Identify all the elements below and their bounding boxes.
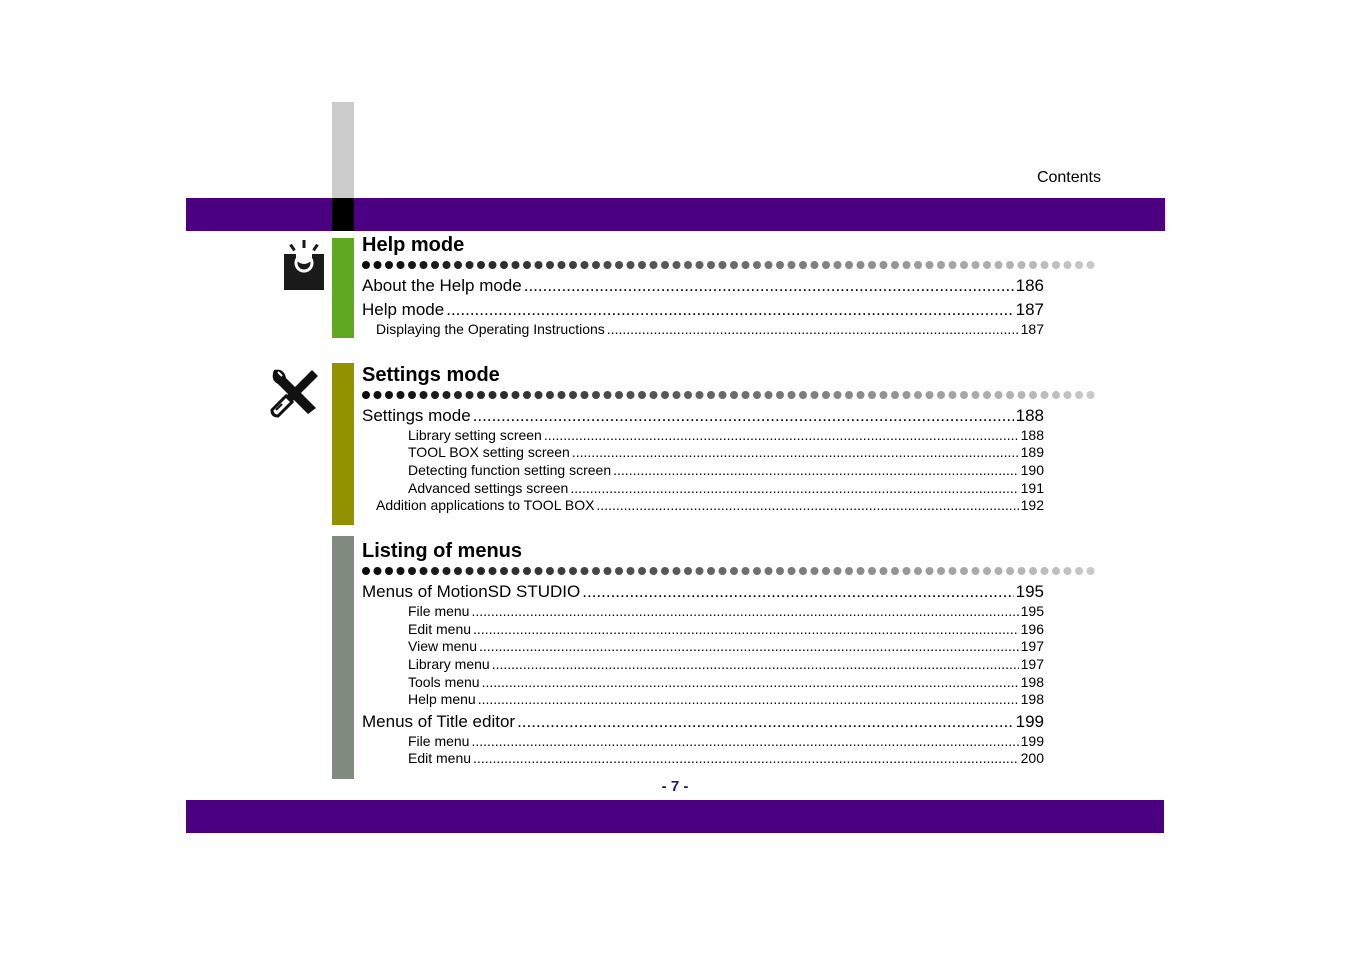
divider-dot xyxy=(466,391,474,399)
divider-dot xyxy=(1029,391,1037,399)
divider-dot xyxy=(719,567,727,575)
divider-dot xyxy=(960,391,968,399)
divider-dot xyxy=(903,391,911,399)
divider-dot xyxy=(822,261,830,269)
divider-dot xyxy=(742,261,750,269)
divider-dot xyxy=(995,261,1003,269)
divider-dot xyxy=(788,391,796,399)
divider-dot xyxy=(822,391,830,399)
divider-dot xyxy=(937,391,945,399)
divider-dot xyxy=(385,391,393,399)
toc-entry[interactable]: Help mode ..... 187 xyxy=(362,300,1044,320)
toc-entry[interactable]: Edit menu ..... 200 xyxy=(408,750,1044,766)
divider-dot xyxy=(1052,261,1060,269)
divider-dot xyxy=(454,391,462,399)
divider-dot xyxy=(926,261,934,269)
divider-dot xyxy=(845,567,853,575)
divider-dot xyxy=(523,391,531,399)
dot-divider xyxy=(362,259,1098,271)
divider-dot xyxy=(1075,261,1083,269)
divider-dot xyxy=(523,567,531,575)
divider-dot xyxy=(834,391,842,399)
divider-dot xyxy=(684,261,692,269)
divider-dot xyxy=(730,261,738,269)
toc-entry[interactable]: Menus of MotionSD STUDIO ..... 195 xyxy=(362,582,1044,602)
divider-dot xyxy=(696,567,704,575)
divider-dot xyxy=(776,567,784,575)
divider-dot xyxy=(1087,391,1095,399)
toc-entry[interactable]: Help menu ..... 198 xyxy=(408,691,1044,707)
divider-dot xyxy=(891,567,899,575)
divider-dot xyxy=(615,391,623,399)
divider-dot xyxy=(972,567,980,575)
divider-dot xyxy=(914,567,922,575)
divider-dot xyxy=(753,567,761,575)
divider-dot xyxy=(926,567,934,575)
page-number: - 7 - xyxy=(661,778,689,795)
divider-dot xyxy=(696,391,704,399)
toc-entry[interactable]: View menu ..... 197 xyxy=(408,638,1044,654)
divider-dot xyxy=(880,261,888,269)
divider-dot xyxy=(1041,391,1049,399)
divider-dot xyxy=(868,261,876,269)
divider-dot xyxy=(581,261,589,269)
divider-dot xyxy=(845,261,853,269)
divider-dot xyxy=(719,391,727,399)
divider-dot xyxy=(408,567,416,575)
divider-dot xyxy=(650,391,658,399)
divider-dot xyxy=(983,391,991,399)
divider-dot xyxy=(891,391,899,399)
divider-dot xyxy=(1087,261,1095,269)
divider-dot xyxy=(454,567,462,575)
divider-dot xyxy=(420,391,428,399)
divider-dot xyxy=(489,567,497,575)
divider-dot xyxy=(443,567,451,575)
divider-dot xyxy=(926,391,934,399)
footer-band xyxy=(186,800,1164,833)
divider-dot xyxy=(650,261,658,269)
divider-dot xyxy=(1064,261,1072,269)
divider-dot xyxy=(914,261,922,269)
divider-dot xyxy=(960,567,968,575)
divider-dot xyxy=(753,391,761,399)
divider-dot xyxy=(592,261,600,269)
divider-dot xyxy=(362,261,370,269)
divider-dot xyxy=(684,567,692,575)
divider-dot xyxy=(535,261,543,269)
divider-dot xyxy=(397,567,405,575)
divider-dot xyxy=(788,261,796,269)
divider-dot xyxy=(1087,567,1095,575)
toc-entry[interactable]: Detecting function setting screen ..... 190 xyxy=(408,462,1044,478)
divider-dot xyxy=(707,391,715,399)
divider-dot xyxy=(891,261,899,269)
divider-dot xyxy=(615,567,623,575)
header-black-tab xyxy=(332,198,354,231)
section-title-settings: Settings mode xyxy=(362,364,500,386)
divider-dot xyxy=(742,567,750,575)
toc-entry[interactable]: File menu ..... 195 xyxy=(408,603,1044,619)
toc-entry[interactable]: Library menu ..... 197 xyxy=(408,656,1044,672)
divider-dot xyxy=(604,567,612,575)
divider-dot xyxy=(857,567,865,575)
divider-dot xyxy=(535,567,543,575)
toc-entry[interactable]: Menus of Title editor ..... 199 xyxy=(362,712,1044,732)
divider-dot xyxy=(1006,391,1014,399)
divider-dot xyxy=(1006,261,1014,269)
divider-dot xyxy=(431,391,439,399)
divider-dot xyxy=(489,391,497,399)
divider-dot xyxy=(776,391,784,399)
divider-dot xyxy=(753,261,761,269)
section-title-help: Help mode xyxy=(362,234,465,256)
divider-dot xyxy=(558,391,566,399)
divider-dot xyxy=(500,261,508,269)
divider-dot xyxy=(627,567,635,575)
divider-dot xyxy=(489,261,497,269)
divider-dot xyxy=(535,391,543,399)
divider-dot xyxy=(661,567,669,575)
divider-dot xyxy=(627,391,635,399)
divider-dot xyxy=(374,391,382,399)
divider-dot xyxy=(558,261,566,269)
toc-entry[interactable]: Library setting screen ..... 188 xyxy=(408,427,1044,443)
divider-dot xyxy=(857,391,865,399)
toc-entry[interactable]: Tools menu ..... 198 xyxy=(408,674,1044,690)
divider-dot xyxy=(1006,567,1014,575)
divider-dot xyxy=(1018,391,1026,399)
divider-dot xyxy=(512,261,520,269)
divider-dot xyxy=(972,261,980,269)
divider-dot xyxy=(1052,567,1060,575)
divider-dot xyxy=(477,261,485,269)
divider-dot xyxy=(960,261,968,269)
toc-entry[interactable]: Displaying the Operating Instructions ..... 187 xyxy=(376,321,1044,337)
divider-dot xyxy=(431,567,439,575)
divider-dot xyxy=(466,567,474,575)
divider-dot xyxy=(362,567,370,575)
divider-dot xyxy=(592,567,600,575)
divider-dot xyxy=(592,391,600,399)
divider-dot xyxy=(604,261,612,269)
divider-dot xyxy=(972,391,980,399)
divider-dot xyxy=(811,567,819,575)
toc-entry[interactable]: Edit menu ..... 196 xyxy=(408,621,1044,637)
divider-dot xyxy=(443,261,451,269)
divider-dot xyxy=(730,391,738,399)
divider-dot xyxy=(512,567,520,575)
tools-icon xyxy=(268,366,322,418)
divider-dot xyxy=(1052,391,1060,399)
divider-dot xyxy=(868,567,876,575)
divider-dot xyxy=(569,567,577,575)
divider-dot xyxy=(500,391,508,399)
toc-entry[interactable]: Addition applications to TOOL BOX ..... 192 xyxy=(376,497,1044,513)
divider-dot xyxy=(546,567,554,575)
divider-dot xyxy=(903,261,911,269)
divider-dot xyxy=(385,567,393,575)
divider-dot xyxy=(949,391,957,399)
divider-dot xyxy=(995,567,1003,575)
dot-divider xyxy=(362,389,1098,401)
divider-dot xyxy=(477,391,485,399)
divider-dot xyxy=(512,391,520,399)
divider-dot xyxy=(1029,261,1037,269)
divider-dot xyxy=(765,261,773,269)
divider-dot xyxy=(604,391,612,399)
divider-dot xyxy=(834,567,842,575)
divider-dot xyxy=(569,261,577,269)
section-title-menus: Listing of menus xyxy=(362,540,522,562)
divider-dot xyxy=(581,391,589,399)
divider-dot xyxy=(374,261,382,269)
divider-dot xyxy=(638,391,646,399)
toc-entry[interactable]: Settings mode ..... 188 xyxy=(362,406,1044,426)
divider-dot xyxy=(627,261,635,269)
divider-dot xyxy=(788,567,796,575)
toc-entry[interactable]: TOOL BOX setting screen ..... 189 xyxy=(408,444,1044,460)
divider-dot xyxy=(420,261,428,269)
divider-dot xyxy=(822,567,830,575)
divider-dot xyxy=(983,261,991,269)
divider-dot xyxy=(546,391,554,399)
divider-dot xyxy=(776,261,784,269)
divider-dot xyxy=(638,567,646,575)
divider-dot xyxy=(719,261,727,269)
toc-entry[interactable]: File menu ..... 199 xyxy=(408,733,1044,749)
header-gray-tab xyxy=(332,102,354,198)
divider-dot xyxy=(742,391,750,399)
divider-dot xyxy=(454,261,462,269)
divider-dot xyxy=(477,567,485,575)
divider-dot xyxy=(1075,567,1083,575)
divider-dot xyxy=(937,567,945,575)
divider-dot xyxy=(661,261,669,269)
running-header-title: Contents xyxy=(1036,169,1101,186)
divider-dot xyxy=(1029,567,1037,575)
divider-dot xyxy=(615,261,623,269)
divider-dot xyxy=(420,567,428,575)
divider-dot xyxy=(569,391,577,399)
divider-dot xyxy=(385,261,393,269)
divider-dot xyxy=(949,567,957,575)
divider-dot xyxy=(845,391,853,399)
settings-section-bar xyxy=(332,363,354,525)
divider-dot xyxy=(397,391,405,399)
divider-dot xyxy=(431,261,439,269)
divider-dot xyxy=(799,391,807,399)
divider-dot xyxy=(397,261,405,269)
divider-dot xyxy=(949,261,957,269)
divider-dot xyxy=(661,391,669,399)
divider-dot xyxy=(1041,261,1049,269)
divider-dot xyxy=(696,261,704,269)
divider-dot xyxy=(765,567,773,575)
divider-dot xyxy=(1064,567,1072,575)
divider-dot xyxy=(374,567,382,575)
divider-dot xyxy=(811,261,819,269)
menus-section-bar xyxy=(332,536,354,779)
divider-dot xyxy=(581,567,589,575)
divider-dot xyxy=(408,261,416,269)
divider-dot xyxy=(707,567,715,575)
dot-divider xyxy=(362,565,1098,577)
divider-dot xyxy=(466,261,474,269)
toc-entry[interactable]: About the Help mode ..... 186 xyxy=(362,276,1044,296)
help-section-bar xyxy=(332,238,354,338)
divider-dot xyxy=(765,391,773,399)
divider-dot xyxy=(937,261,945,269)
divider-dot xyxy=(995,391,1003,399)
divider-dot xyxy=(638,261,646,269)
divider-dot xyxy=(1041,567,1049,575)
divider-dot xyxy=(880,391,888,399)
divider-dot xyxy=(1075,391,1083,399)
divider-dot xyxy=(983,567,991,575)
divider-dot xyxy=(523,261,531,269)
divider-dot xyxy=(650,567,658,575)
divider-dot xyxy=(362,391,370,399)
divider-dot xyxy=(730,567,738,575)
divider-dot xyxy=(799,261,807,269)
divider-dot xyxy=(684,391,692,399)
divider-dot xyxy=(868,391,876,399)
divider-dot xyxy=(673,391,681,399)
divider-dot xyxy=(707,261,715,269)
divider-dot xyxy=(673,567,681,575)
divider-dot xyxy=(903,567,911,575)
divider-dot xyxy=(1018,261,1026,269)
help-hand-icon xyxy=(282,238,326,292)
divider-dot xyxy=(673,261,681,269)
divider-dot xyxy=(857,261,865,269)
toc-entry[interactable]: Advanced settings screen ..... 191 xyxy=(408,480,1044,496)
divider-dot xyxy=(914,391,922,399)
divider-dot xyxy=(1064,391,1072,399)
divider-dot xyxy=(558,567,566,575)
divider-dot xyxy=(500,567,508,575)
divider-dot xyxy=(834,261,842,269)
divider-dot xyxy=(799,567,807,575)
divider-dot xyxy=(546,261,554,269)
divider-dot xyxy=(408,391,416,399)
divider-dot xyxy=(443,391,451,399)
divider-dot xyxy=(880,567,888,575)
divider-dot xyxy=(811,391,819,399)
divider-dot xyxy=(1018,567,1026,575)
